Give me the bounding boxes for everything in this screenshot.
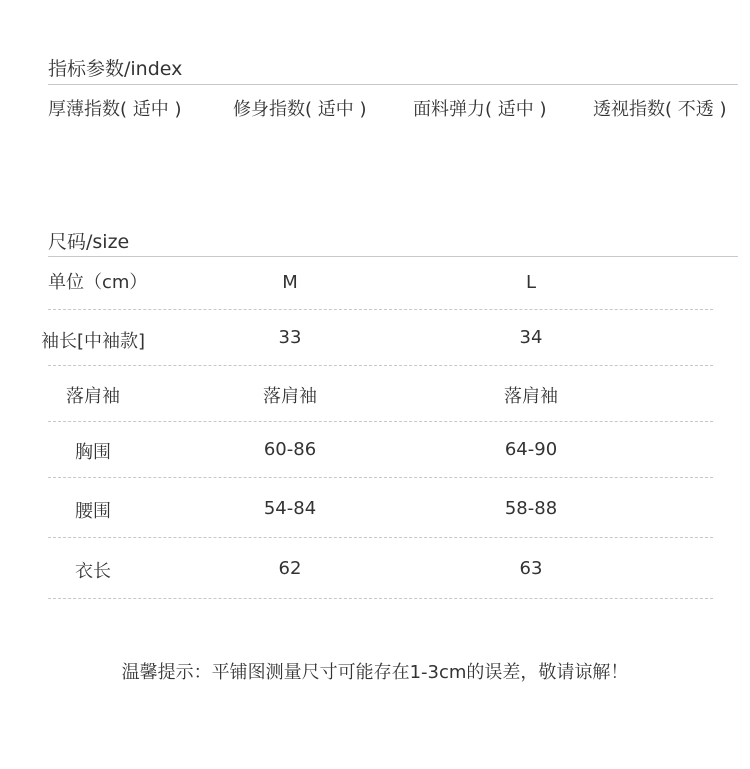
row-divider [48, 309, 713, 310]
index-item-fit: 修身指数( 适中 ) [233, 99, 367, 120]
row-value-l: 63 [519, 558, 543, 579]
index-section-title: 指标参数/index [48, 58, 183, 80]
row-divider [48, 598, 713, 599]
row-value-m: 54-84 [263, 498, 317, 519]
index-item-thickness: 厚薄指数( 适中 ) [48, 99, 182, 120]
row-label: 衣长 [75, 561, 111, 582]
header-size-m: M [282, 272, 298, 293]
header-unit: 单位（cm） [48, 272, 148, 293]
row-label: 腰围 [75, 501, 111, 522]
row-value-m: 62 [278, 558, 302, 579]
row-value-m: 60-86 [263, 439, 317, 460]
row-value-l: 34 [519, 327, 543, 348]
row-label: 胸围 [75, 442, 111, 463]
index-item-elasticity: 面料弹力( 适中 ) [413, 99, 547, 120]
row-value-l: 落肩袖 [504, 386, 558, 407]
header-size-l: L [525, 272, 537, 293]
row-divider [48, 421, 713, 422]
row-divider [48, 365, 713, 366]
row-divider [48, 537, 713, 538]
row-value-m: 33 [278, 327, 302, 348]
row-divider [48, 477, 713, 478]
size-divider [48, 256, 738, 257]
size-section-title: 尺码/size [48, 231, 130, 253]
row-label: 袖长[中袖款] [40, 331, 146, 352]
index-item-transparency: 透视指数( 不透 ) [593, 99, 727, 120]
row-value-m: 落肩袖 [263, 386, 317, 407]
row-value-l: 64-90 [504, 439, 558, 460]
index-divider [48, 84, 738, 85]
row-label: 落肩袖 [66, 386, 120, 407]
measurement-note: 温馨提示：平铺图测量尺寸可能存在1-3cm的误差，敬请谅解！ [121, 662, 629, 683]
row-value-l: 58-88 [504, 498, 558, 519]
